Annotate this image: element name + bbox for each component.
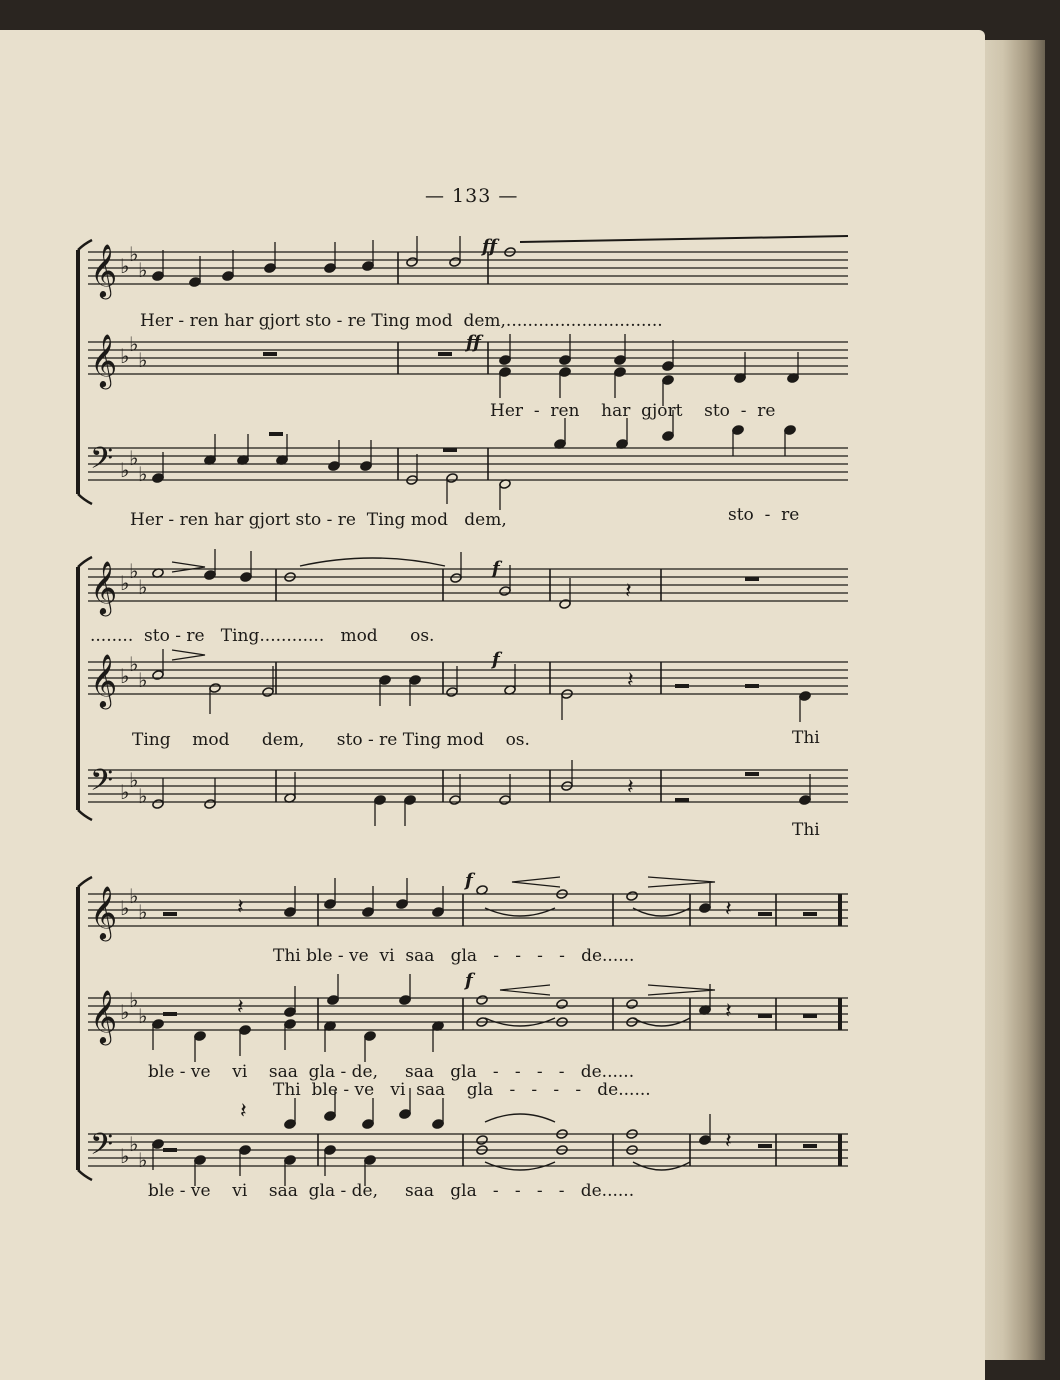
flat-sign: ♭ — [138, 1148, 148, 1172]
flat-sign: ♭ — [129, 884, 139, 908]
treble-clef: 𝄞 — [90, 560, 118, 614]
note-head — [662, 375, 674, 386]
flat-sign: ♭ — [138, 348, 148, 372]
page-number: — 133 — — [425, 185, 519, 207]
half-rest — [803, 1014, 817, 1018]
half-rest — [758, 1144, 772, 1148]
flat-sign: ♭ — [138, 258, 148, 282]
note-head — [449, 257, 461, 268]
note-head — [626, 999, 638, 1010]
crescendo-hairpin — [500, 985, 550, 995]
flat-sign: ♭ — [120, 344, 130, 368]
note-head — [324, 1111, 336, 1122]
flat-sign: ♭ — [120, 664, 130, 688]
half-rest — [163, 912, 177, 916]
quarter-rest: 𝄽 — [627, 668, 634, 693]
quarter-rest: 𝄽 — [240, 1099, 247, 1124]
lyrics-bass-end: sto - re — [728, 505, 800, 525]
half-rest — [443, 448, 457, 452]
note-head — [364, 1031, 376, 1042]
half-rest — [438, 352, 452, 356]
crescendo-hairpin — [512, 877, 560, 887]
note-head — [662, 431, 674, 442]
note-head — [499, 586, 511, 597]
note-head — [499, 367, 511, 378]
note-head — [784, 425, 796, 436]
staff-lines — [88, 252, 848, 1166]
quarter-rest: 𝄽 — [237, 895, 244, 920]
note-head — [409, 675, 421, 686]
note-head — [284, 1155, 296, 1166]
note-head — [499, 355, 511, 366]
note-head — [404, 795, 416, 806]
note-head — [360, 461, 372, 472]
half-rest — [758, 1014, 772, 1018]
decrescendo-hairpin — [172, 650, 205, 660]
flat-sign: ♭ — [120, 780, 130, 804]
note-head — [152, 271, 164, 282]
treble-clef: 𝄞 — [90, 333, 118, 387]
note-head — [556, 999, 568, 1010]
half-rest — [803, 912, 817, 916]
bracket-hook — [78, 494, 92, 504]
note-head — [374, 795, 386, 806]
note-head — [204, 799, 216, 810]
note-head — [450, 573, 462, 584]
treble-clef: 𝄞 — [90, 653, 118, 707]
note-head — [614, 355, 626, 366]
note-head — [194, 1155, 206, 1166]
note-head — [152, 1019, 164, 1030]
lyrics-bass: Her - ren har gjort sto - re Ting mod dem, — [130, 510, 507, 530]
quarter-rest: 𝄽 — [725, 897, 732, 922]
note-head — [240, 572, 252, 583]
flat-sign: ♭ — [138, 668, 148, 692]
note-head — [362, 907, 374, 918]
note-head — [222, 271, 234, 282]
quarter-rest: 𝄽 — [725, 999, 732, 1024]
treble-clef: 𝄞 — [90, 885, 118, 939]
note-head — [446, 473, 458, 484]
note-head — [364, 1155, 376, 1166]
quarter-rest: 𝄽 — [625, 579, 632, 604]
flat-sign: ♭ — [120, 896, 130, 920]
flat-sign: ♭ — [138, 575, 148, 599]
half-rest — [269, 432, 283, 436]
note-head — [396, 899, 408, 910]
bass-clef: 𝄢 — [90, 442, 114, 483]
lyrics-soprano: ........ sto - re Ting............ mod os. — [90, 626, 435, 646]
note-head — [284, 1119, 296, 1130]
note-head — [559, 599, 571, 610]
decrescendo-hairpin — [648, 877, 715, 887]
half-rest — [745, 772, 759, 776]
bracket-hook — [78, 810, 92, 820]
dynamic-f: f — [465, 870, 473, 891]
half-rest — [163, 1012, 177, 1016]
treble-clef: 𝄞 — [90, 243, 118, 297]
note-head — [284, 1019, 296, 1030]
flat-sign: ♭ — [129, 559, 139, 583]
note-head — [239, 1145, 251, 1156]
note-head — [324, 263, 336, 274]
flat-sign: ♭ — [129, 446, 139, 470]
note-head — [476, 1135, 488, 1146]
music-notation — [78, 236, 848, 1186]
decrescendo-hairpin — [648, 985, 715, 995]
note-head — [799, 691, 811, 702]
note-head — [152, 799, 164, 810]
half-rest — [803, 1144, 817, 1148]
note-head — [559, 355, 571, 366]
note-head — [699, 903, 711, 914]
quarter-rest: 𝄽 — [725, 1129, 732, 1154]
slur — [485, 1114, 555, 1122]
treble-clef: 𝄞 — [90, 989, 118, 1043]
note-head — [324, 899, 336, 910]
flat-sign: ♭ — [120, 1144, 130, 1168]
note-head — [194, 1031, 206, 1042]
dynamic-f: f — [465, 970, 473, 991]
note-head — [446, 687, 458, 698]
note-head — [362, 261, 374, 272]
quarter-rest: 𝄽 — [627, 775, 634, 800]
note-head — [432, 907, 444, 918]
note-head — [152, 670, 164, 681]
half-rest — [163, 1148, 177, 1152]
flat-sign: ♭ — [129, 332, 139, 356]
flat-sign: ♭ — [120, 254, 130, 278]
note-head — [284, 907, 296, 918]
note-head — [152, 1139, 164, 1150]
note-head — [209, 683, 221, 694]
flat-sign: ♭ — [138, 462, 148, 486]
slur — [485, 908, 555, 916]
dynamic-f: f — [492, 558, 500, 579]
note-head — [499, 795, 511, 806]
note-head — [328, 461, 340, 472]
quarter-rest: 𝄽 — [237, 995, 244, 1020]
flat-sign: ♭ — [138, 784, 148, 808]
half-rest — [745, 684, 759, 688]
lyrics-alto-end: Thi — [792, 728, 820, 748]
slur — [633, 908, 690, 916]
lyrics-bass: ble - ve vi saa gla - de, saa gla - - - - de...... — [148, 1181, 635, 1201]
lyrics-alto-2: Thi ble - ve vi saa gla - - - - de...... — [273, 1080, 651, 1100]
flat-sign: ♭ — [120, 458, 130, 482]
half-rest — [675, 798, 689, 802]
bracket-hook — [78, 1170, 92, 1180]
note-head — [399, 995, 411, 1006]
dynamic-ff: ff — [466, 332, 481, 353]
note-head — [662, 361, 674, 372]
note-head — [204, 570, 216, 581]
dynamic-f: f — [492, 649, 500, 670]
note-head — [399, 1109, 411, 1120]
lyrics-bass-end: Thi — [792, 820, 820, 840]
note-head — [239, 1025, 251, 1036]
decrescendo-hairpin — [172, 562, 205, 572]
note-head — [362, 1119, 374, 1130]
note-head — [614, 367, 626, 378]
flat-sign: ♭ — [138, 1004, 148, 1028]
note-head — [449, 795, 461, 806]
flat-sign: ♭ — [138, 900, 148, 924]
lyrics-alto: Ting mod dem, sto - re Ting mod os. — [132, 730, 530, 750]
note-head — [626, 891, 638, 902]
note-head — [799, 795, 811, 806]
note-head — [262, 687, 274, 698]
note-head — [699, 1135, 711, 1146]
extension-line — [520, 236, 848, 242]
note-head — [732, 425, 744, 436]
dynamic-ff: ff — [482, 236, 497, 257]
flat-sign: ♭ — [120, 571, 130, 595]
half-rest — [675, 684, 689, 688]
bass-clef: 𝄢 — [90, 764, 114, 805]
lyrics-alto-1: ble - ve vi saa gla - de, saa gla - - - - de...... — [148, 1062, 635, 1082]
note-head — [284, 1007, 296, 1018]
lyrics-alto: Her - ren har gjort sto - re — [490, 401, 776, 421]
flat-sign: ♭ — [129, 768, 139, 792]
flat-sign: ♭ — [129, 1132, 139, 1156]
half-rest — [263, 352, 277, 356]
slur — [300, 558, 445, 566]
note-head — [476, 995, 488, 1006]
lyrics-soprano: Her - ren har gjort sto - re Ting mod dem,............................. — [140, 311, 663, 331]
flat-sign: ♭ — [129, 652, 139, 676]
note-head — [379, 675, 391, 686]
flat-sign: ♭ — [129, 242, 139, 266]
note-head — [189, 277, 201, 288]
flat-sign: ♭ — [129, 988, 139, 1012]
note-head — [264, 263, 276, 274]
half-rest — [758, 912, 772, 916]
flat-sign: ♭ — [120, 1000, 130, 1024]
note-head — [152, 473, 164, 484]
note-head — [406, 257, 418, 268]
note-head — [327, 995, 339, 1006]
lyrics-soprano: Thi ble - ve vi saa gla - - - - de...... — [273, 946, 635, 966]
note-head — [559, 367, 571, 378]
note-head — [324, 1145, 336, 1156]
half-rest — [745, 577, 759, 581]
bass-clef: 𝄢 — [90, 1128, 114, 1169]
note-head — [432, 1119, 444, 1130]
